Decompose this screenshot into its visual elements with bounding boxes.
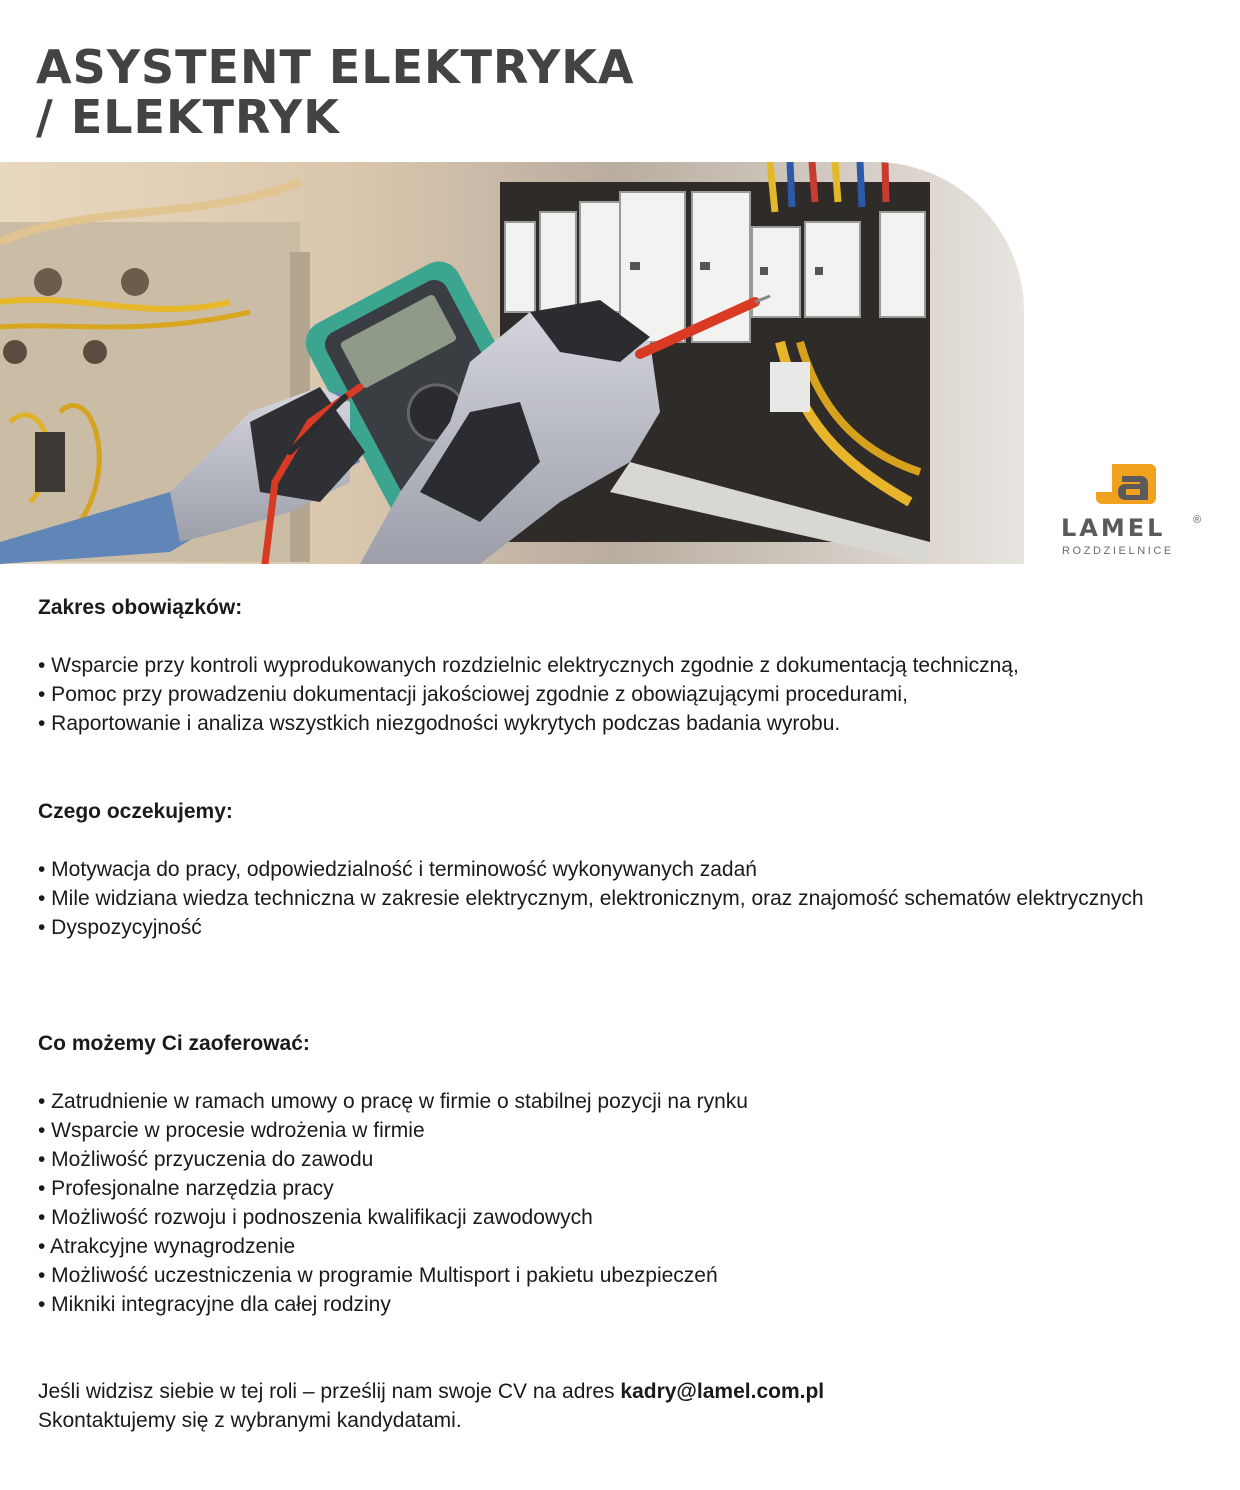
contact-followup: Skontaktujemy się z wybranymi kandydatami. [38, 1409, 462, 1432]
duties-section [38, 593, 1208, 738]
offer-item: • Wsparcie w procesie wdrożenia w firmie [38, 1119, 425, 1142]
duty-item: • Wsparcie przy kontroli wyprodukowanych rozdzielnic elektrycznych zgodnie z dokumentacją techniczną, [38, 654, 1019, 677]
contact-section [38, 1377, 1208, 1435]
lamel-logo-subtitle: ROZDZIELNICE [1062, 545, 1174, 557]
lamel-logo-name: LAMEL [1061, 514, 1166, 542]
offer-item: • Profesjonalne narzędzia pracy [38, 1177, 334, 1200]
expectation-item: • Mile widziana wiedza techniczna w zakresie elektrycznym, elektronicznym, oraz znajomość schematów elektrycznych [38, 887, 1144, 910]
job-title [36, 42, 635, 142]
offer-item: • Atrakcyjne wynagrodzenie [38, 1235, 296, 1258]
offer-item: • Możliwość przyuczenia do zawodu [38, 1148, 374, 1171]
contact-text: Jeśli widzisz siebie w tej roli – prześlij nam swoje CV na adres [38, 1380, 621, 1403]
offer-item: • Mikniki integracyjne dla całej rodziny [38, 1293, 391, 1316]
duty-item: • Pomoc przy prowadzeniu dokumentacji jakościowej zgodnie z obowiązującymi procedurami, [38, 683, 908, 706]
offer-section [38, 1029, 1208, 1319]
email-link[interactable]: kadry@lamel.com.pl [620, 1380, 825, 1403]
expectation-item: • Dyspozycyjność [38, 916, 202, 939]
offer-item: • Zatrudnienie w ramach umowy o pracę w firmie o stabilnej pozycji na rynku [38, 1090, 748, 1113]
electrician-multimeter-photo [0, 162, 1024, 564]
lamel-logo-icon [1096, 464, 1156, 504]
job-title-line-1: ASYSTENT ELEKTRYKA [36, 40, 635, 94]
offer-item: • Możliwość uczestniczenia w programie Multisport i pakietu ubezpieczeń [38, 1264, 718, 1287]
expectations-section [38, 797, 1208, 942]
lamel-logo [1058, 462, 1208, 562]
expectations-heading: Czego oczekujemy: [38, 800, 233, 823]
expectation-item: • Motywacja do pracy, odpowiedzialność i terminowość wykonywanych zadań [38, 858, 757, 881]
offer-item: • Możliwość rozwoju i podnoszenia kwalifikacji zawodowych [38, 1206, 593, 1229]
registered-mark: ® [1193, 514, 1202, 526]
duty-item: • Raportowanie i analiza wszystkich niezgodności wykrytych podczas badania wyrobu. [38, 712, 841, 735]
job-title-line-2: / ELEKTRYK [36, 90, 340, 144]
offer-heading: Co możemy Ci zaoferować: [38, 1032, 310, 1055]
duties-heading: Zakres obowiązków: [38, 596, 243, 619]
contact-line [38, 1377, 1208, 1406]
